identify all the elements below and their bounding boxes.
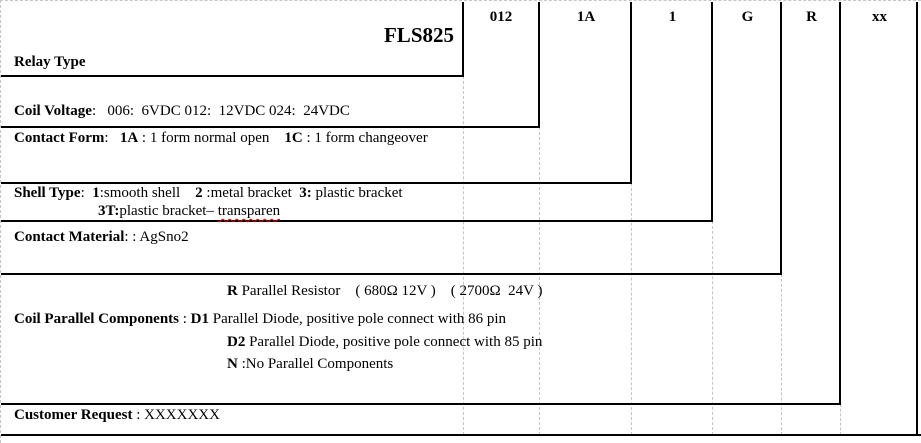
bracket-vline-contact-form	[630, 2, 632, 184]
label-customer-request: Customer Request : XXXXXXX	[14, 407, 220, 423]
bracket-vline-coil-voltage	[538, 2, 540, 128]
code-contact-material: G	[741, 9, 754, 25]
underline-contact-form	[1, 182, 632, 184]
code-customer-request: xx	[872, 9, 887, 25]
model-code: FLS825	[383, 23, 454, 47]
grid-dash-2	[539, 127, 540, 435]
code-shell-type: 1	[668, 9, 677, 25]
label-coil-voltage: Coil Voltage: 006: 6VDC 012: 12VDC 024: 24VDC	[14, 103, 350, 119]
label-shell-type: Shell Type: 1:smooth shell 2 :metal bracket 3: plastic bracket	[14, 185, 403, 201]
grid-dash-1	[463, 76, 464, 435]
label-diode-d2: D2 Parallel Diode, positive pole connect with 85 pin	[227, 334, 543, 350]
bracket-vline-shell-type	[711, 2, 713, 222]
label-parallel-resistor: R Parallel Resistor ( 680Ω 12V ) ( 2700Ω 24V )	[227, 283, 543, 299]
label-coil-parallel: Coil Parallel Components : D1 Parallel Diode, positive pole connect with 86 pin	[14, 311, 507, 327]
label-contact-form: Contact Form: 1A : 1 form normal open 1C : 1 form changeover	[14, 130, 428, 146]
bracket-vline-coil-parallel	[839, 2, 841, 405]
code-coil-parallel: R	[806, 9, 817, 25]
underline-contact-material	[1, 273, 782, 275]
bracket-vline-contact-material	[780, 2, 782, 275]
label-no-parallel: N :No Parallel Components	[227, 356, 394, 372]
label-shell-type-3t: 3T:plastic bracket– transparen	[98, 203, 281, 219]
underline-shell-type	[1, 220, 713, 222]
bracket-vline-customer-request	[916, 2, 918, 436]
grid-dash-5	[781, 274, 782, 435]
code-coil-voltage: 012	[489, 9, 513, 25]
underline-customer-request	[1, 434, 921, 436]
label-contact-material: Contact Material: : AgSno2	[14, 229, 189, 245]
code-contact-form: 1A	[576, 9, 596, 25]
underline-coil-voltage	[1, 126, 540, 128]
underline-relay-type	[1, 75, 464, 77]
underline-coil-parallel	[1, 403, 841, 405]
grid-dash-6	[840, 404, 841, 435]
label-relay-type: Relay Type	[14, 54, 86, 70]
bracket-vline-relay-type	[462, 2, 464, 77]
